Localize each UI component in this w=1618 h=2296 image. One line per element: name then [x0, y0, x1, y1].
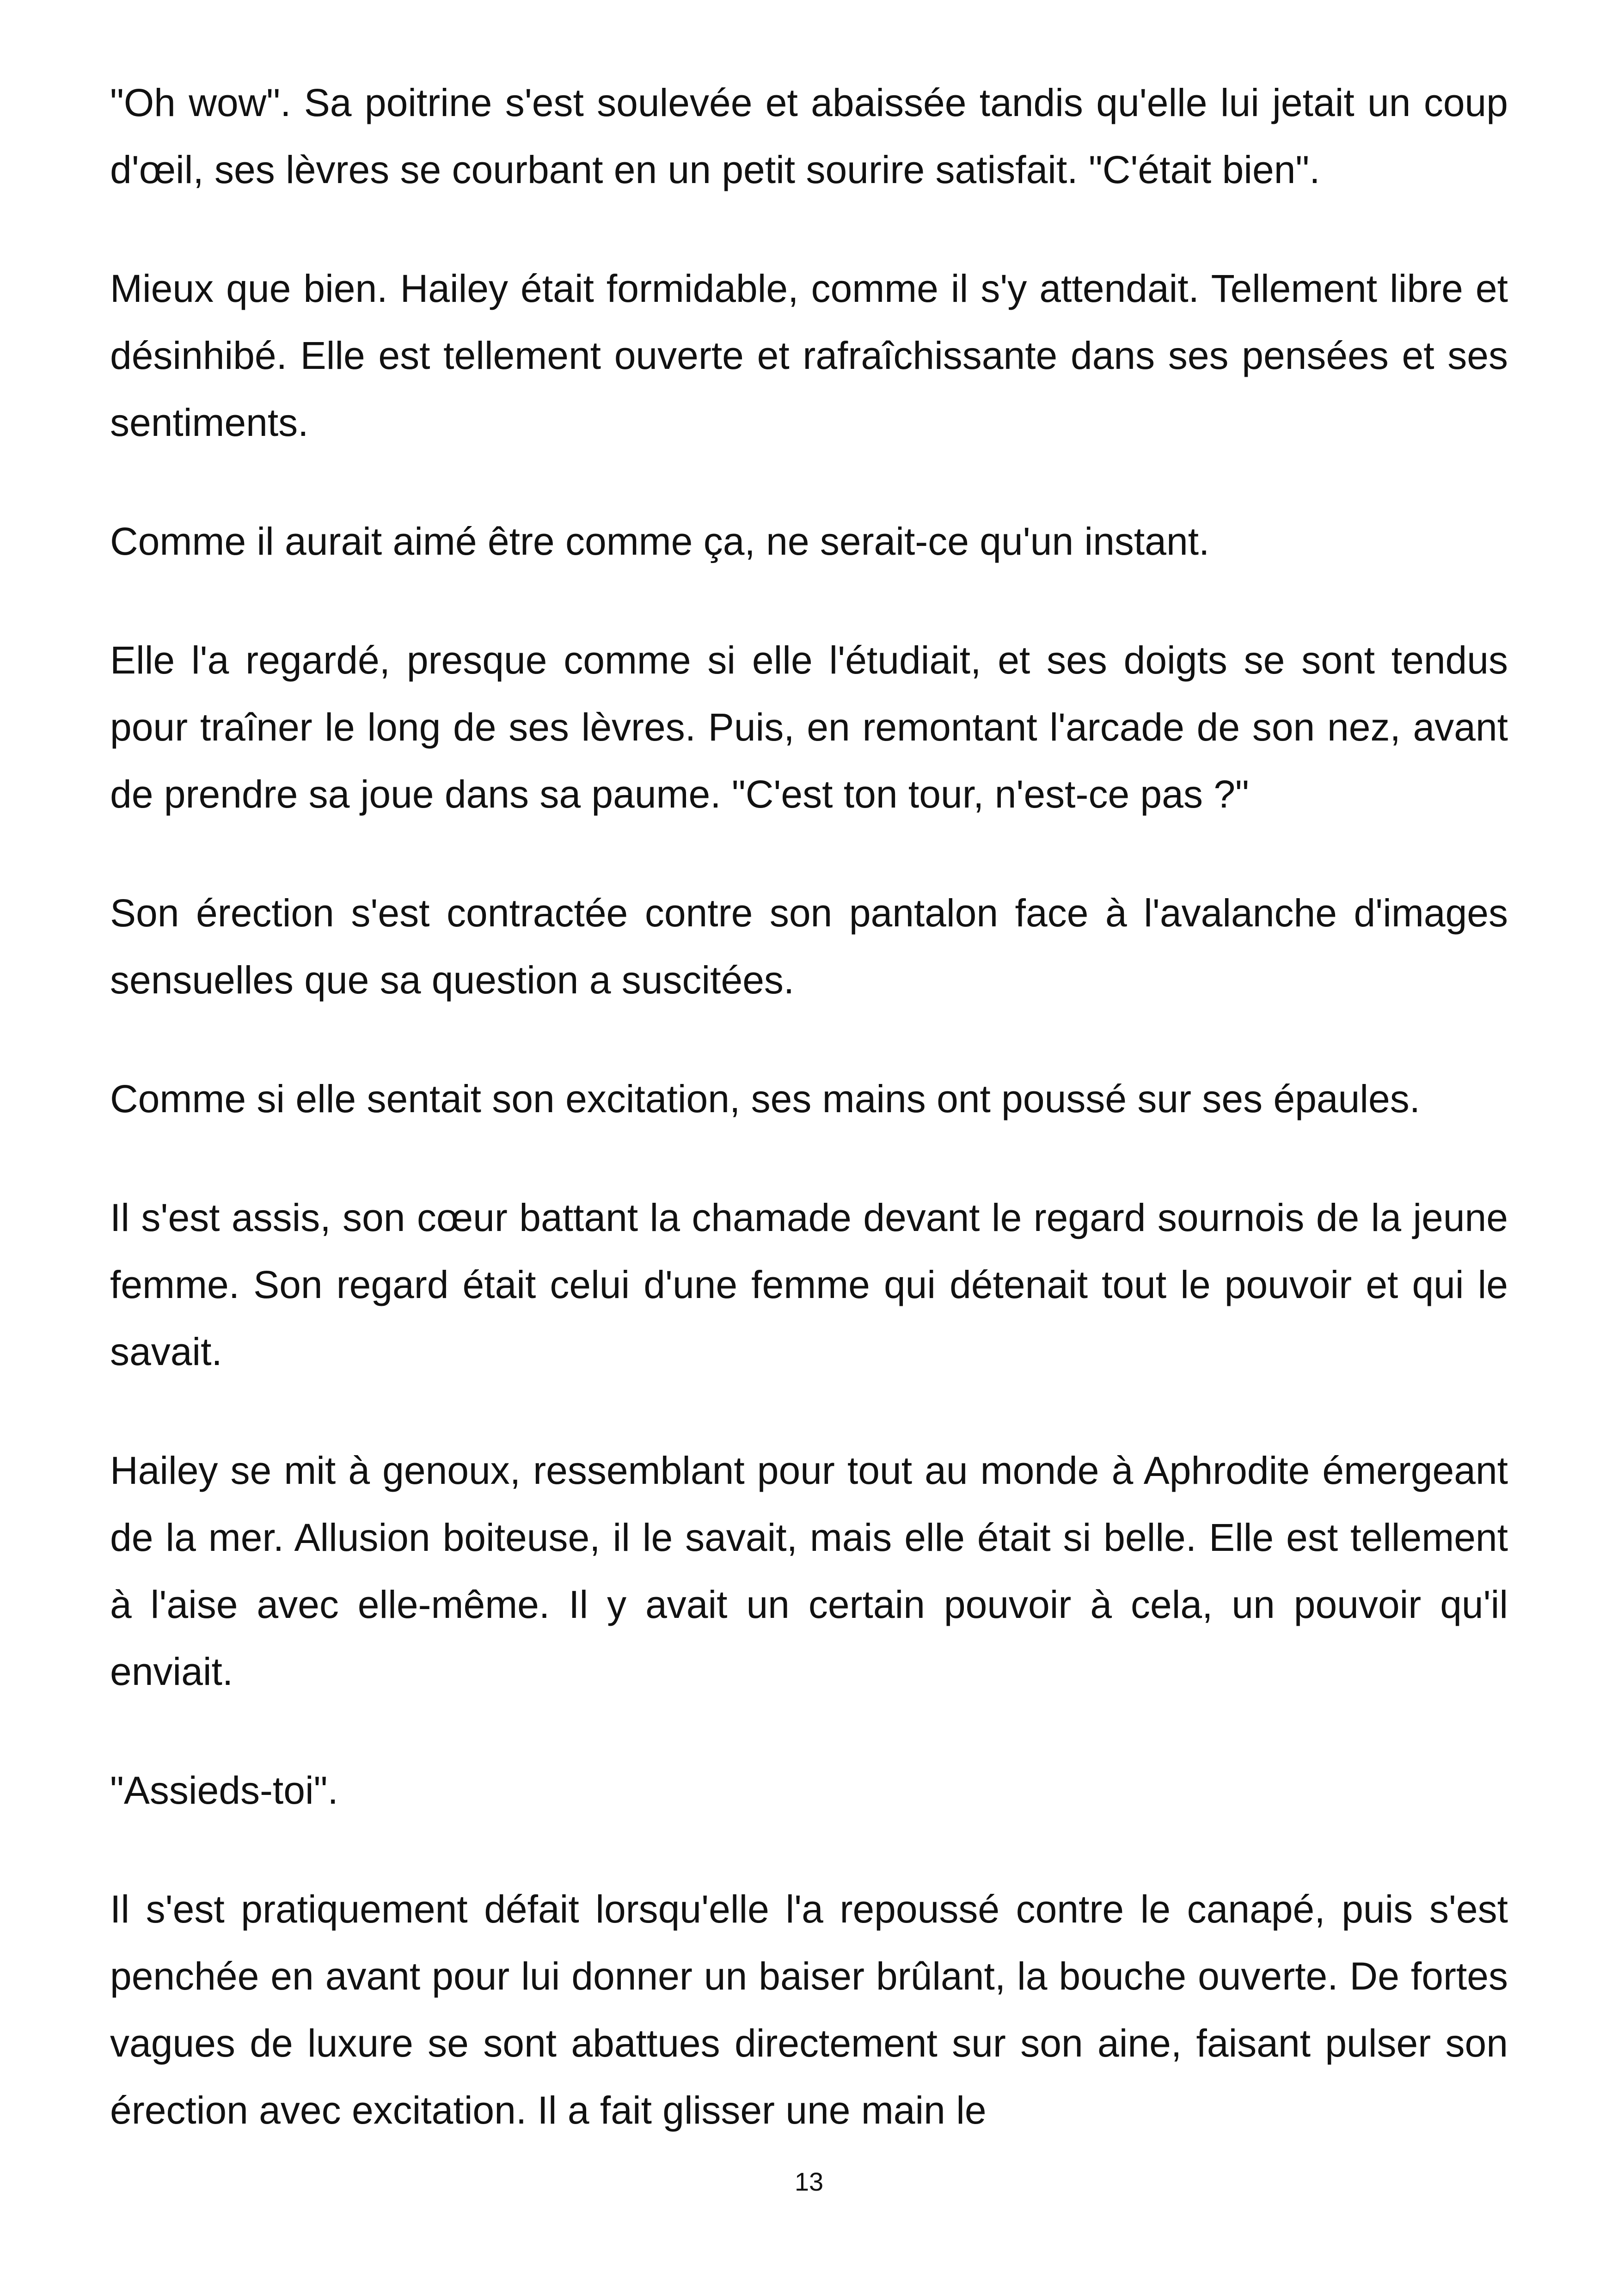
paragraph: Mieux que bien. Hailey était formidable, comme il s'y attendait. Tellement libre et désinhibé. Elle est tellement ouverte et rafraîchissante dans ses pensées et ses sentiments.: [110, 267, 1508, 444]
page-number: 13: [794, 2167, 824, 2196]
page-body: [110, 69, 1508, 2196]
paragraph: Son érection s'est contractée contre son pantalon face à l'avalanche d'images sensuelles que sa question a suscitées.: [110, 891, 1508, 1002]
paragraph: "Oh wow". Sa poitrine s'est soulevée et abaissée tandis qu'elle lui jetait un coup d'œil, ses lèvres se courbant en un petit sourire satisfait. "C'était bien".: [110, 81, 1508, 191]
paragraph: Comme il aurait aimé être comme ça, ne serait-ce qu'un instant.: [110, 520, 1210, 563]
paragraph: "Assieds-toi".: [110, 1769, 338, 1812]
paragraph: Il s'est pratiquement défait lorsqu'elle l'a repoussé contre le canapé, puis s'est penchée en avant pour lui donner un baiser brûlant, la bouche ouverte. De fortes vagues de luxure se sont abattues directement sur son aine, faisant pulser son érection avec excitation. Il a fait glisser une main le: [110, 1887, 1508, 2132]
paragraph: Hailey se mit à genoux, ressemblant pour tout au monde à Aphrodite émergeant de la mer. Allusion boiteuse, il le savait, mais elle était si belle. Elle est tellement à l'aise avec elle-même. Il y avait un certain pouvoir à cela, un pouvoir qu'il enviait.: [110, 1449, 1508, 1693]
paragraph: Comme si elle sentait son excitation, ses mains ont poussé sur ses épaules.: [110, 1077, 1421, 1120]
paragraph: Elle l'a regardé, presque comme si elle l'étudiait, et ses doigts se sont tendus pour traîner le long de ses lèvres. Puis, en remontant l'arcade de son nez, avant de prendre sa joue dans sa paume. "C'est ton tour, n'est-ce pas ?": [110, 638, 1508, 816]
paragraph: Il s'est assis, son cœur battant la chamade devant le regard sournois de la jeune femme. Son regard était celui d'une femme qui détenait tout le pouvoir et qui le savait.: [110, 1196, 1508, 1373]
